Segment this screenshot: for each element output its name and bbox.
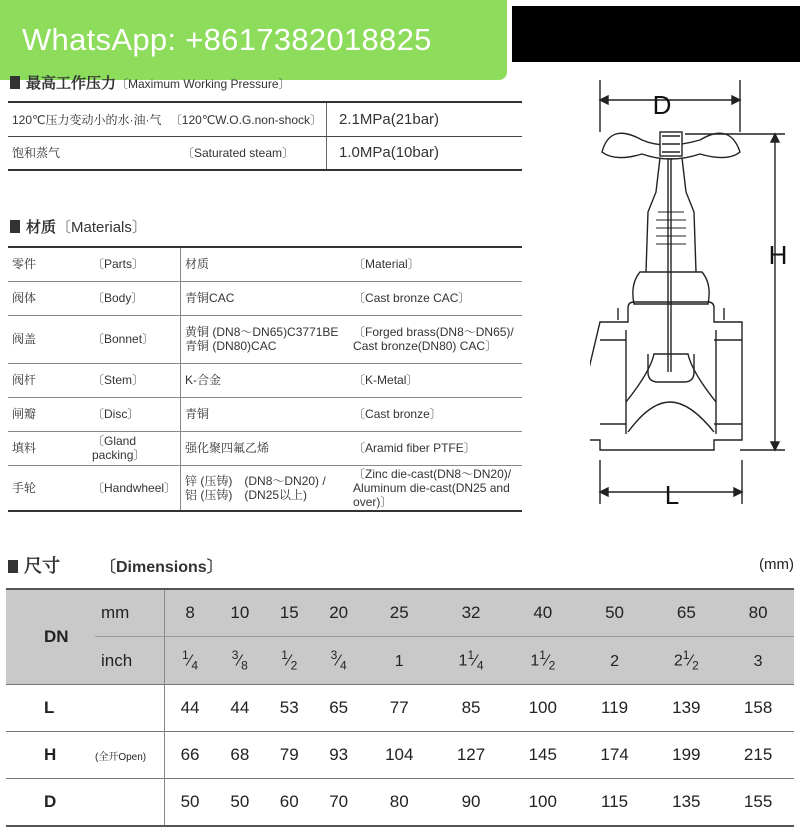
inch-value: $^3⁄_8$ <box>231 648 248 673</box>
units-label: (mm) <box>759 556 794 573</box>
inch-value: 1 <box>394 652 404 670</box>
dimension-row-d: D 50 50 60 70 80 90 100 115 135 155 <box>6 779 794 827</box>
valve-body-outline <box>590 302 742 450</box>
inch-value: 3 <box>753 652 763 670</box>
mm-label: mm <box>95 589 165 637</box>
banner-text: WhatsApp: +8617382018825 <box>22 22 432 57</box>
dimension-row-l: L 44 44 53 65 77 85 100 119 139 158 <box>6 685 794 732</box>
pressure-row: 饱和蒸气 〔Saturated steam〕 1.0MPa(10bar) <box>8 136 522 170</box>
inch-value: $^1⁄_4$ <box>182 648 199 673</box>
inch-value: 2 <box>610 652 619 670</box>
pressure-title: 最高工作压力〔Maximum Working Pressure〕 <box>10 72 291 93</box>
inch-label: inch <box>95 637 165 685</box>
label-d: D <box>652 90 672 120</box>
dimensions-table <box>6 588 794 827</box>
section-square-icon <box>10 220 20 233</box>
dimension-row-h: H (全开Open) 66 68 79 93 104 127 145 174 199 215 <box>6 732 794 779</box>
pressure-table <box>8 101 522 171</box>
materials-header-row: 零件 〔Parts〕 材质 〔Material〕 <box>8 247 522 281</box>
inch-value: $^1⁄_2$ <box>281 648 298 673</box>
material-row: 手轮 〔Handwheel〕 锌 (压铸) (DN8～DN20) / 铝 (压铸) (DN25以上) 〔Zinc die-cast(DN8～DN20)/ Aluminum die-cast(DN25 and over)〕 <box>8 465 522 511</box>
whatsapp-banner <box>0 0 507 80</box>
dimensions-table-wrap <box>6 588 794 827</box>
label-h: H <box>768 240 788 270</box>
gate-valve-diagram <box>590 72 800 522</box>
materials-table <box>8 246 522 512</box>
dimensions-mm-row: DN mm 8 10 15 20 25 32 40 50 65 80 <box>6 589 794 637</box>
material-row: 填料 〔Gland packing〕 强化聚四氟乙烯 〔Aramid fiber PTFE〕 <box>8 431 522 465</box>
inch-value: $1^1⁄_4$ <box>458 648 484 673</box>
inch-value: $1^1⁄_2$ <box>530 648 556 673</box>
pressure-row: 120℃压力变动小的水·油·气 〔120℃W.O.G.non-shock〕 2.1MPa(21bar) <box>8 102 522 136</box>
dimensions-inch-row <box>6 637 794 685</box>
material-row: 闸瓣 〔Disc〕 青铜 〔Cast bronze〕 <box>8 397 522 431</box>
inch-value: $^3⁄_4$ <box>330 648 347 673</box>
material-row: 阀杆 〔Stem〕 K-合金 〔K-Metal〕 <box>8 363 522 397</box>
black-redaction-bar <box>512 6 800 62</box>
section-square-icon <box>8 560 18 573</box>
dn-label: DN <box>6 589 95 685</box>
section-square-icon <box>10 76 20 89</box>
material-row: 阀盖 〔Bonnet〕 黄铜 (DN8～DN65)C3771BE 青铜 (DN80)CAC 〔Forged brass(DN8～DN65)/ Cast bronze(DN80) CAC〕 <box>8 315 522 363</box>
label-l: L <box>664 480 680 510</box>
inch-value: $2^1⁄_2$ <box>673 648 699 673</box>
materials-title: 材质〔Materials〕 <box>10 216 147 237</box>
material-row: 阀体 〔Body〕 青铜CAC 〔Cast bronze CAC〕 <box>8 281 522 315</box>
dimensions-title: 尺寸 〔Dimensions〕 <box>8 552 223 578</box>
